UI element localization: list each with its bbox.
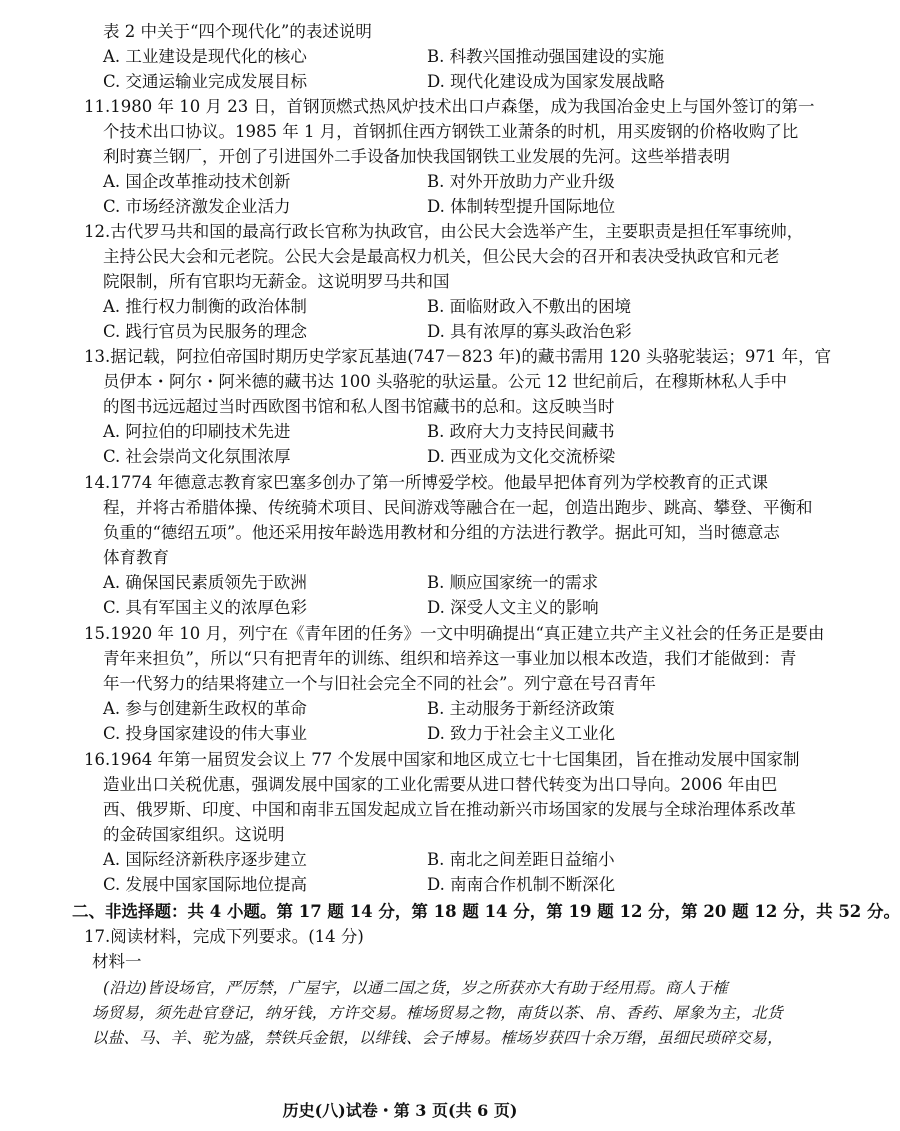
q10-stem-tail: 表 2 中关于“四个现代化”的表述说明: [103, 22, 372, 41]
q11-stem-line-1: 11.1980 年 10 月 23 日，首钢顶燃式热风炉技术出口卢森堡，成为我国冶金史上与国外签订的第一: [84, 97, 815, 116]
q14-option-b[interactable]: B. 顺应国家统一的需求: [427, 573, 599, 592]
q12-stem-line-3: 院限制，所有官职均无薪金。这说明罗马共和国: [103, 272, 450, 291]
q13-option-c[interactable]: C. 社会崇尚文化氛围浓厚: [103, 447, 291, 466]
q16-stem-line-3: 西、俄罗斯、印度、中国和南非五国发起成立旨在推动新兴市场国家的发展与全球治理体系改革: [103, 800, 796, 819]
q13-stem-line-2: 员伊本・阿尔・阿米德的藏书达 100 头骆驼的驮运量。公元 12 世纪前后，在穆斯林私人手中: [103, 372, 787, 391]
q11-stem-line-2: 个技术出口协议。1985 年 1 月，首钢抓住西方钢铁工业萧条的时机，用买废钢的价格收购了比: [103, 122, 799, 141]
q16-option-d[interactable]: D. 南南合作机制不断深化: [427, 875, 616, 894]
q12-stem-line-1: 12.古代罗马共和国的最高行政长官称为执政官，由公民大会选举产生，主要职责是担任军事统帅，: [84, 222, 804, 241]
q14-stem-line-1: 14.1774 年德意志教育家巴塞多创办了第一所博爱学校。他最早把体育列为学校教育的正式课: [84, 473, 768, 492]
q12-option-d[interactable]: D. 具有浓厚的寡头政治色彩: [427, 322, 632, 341]
q13-stem-line-1: 13.据记载，阿拉伯帝国时期历史学家瓦基迪(747－823 年)的藏书需用 120 头骆驼装运；971 年，官: [84, 347, 832, 366]
q13-option-b[interactable]: B. 政府大力支持民间藏书: [427, 422, 615, 441]
page-footer: 历史(八)试卷・第 3 页(共 6 页): [282, 1101, 518, 1120]
q15-stem-line-2: 青年来担负”，所以“只有把青年的训练、组织和培养这一事业加以根本改造，我们才能做到：青: [103, 649, 797, 668]
q14-stem-line-3: 负重的“德绍五项”。他还采用按年龄选用教材和分组的方法进行教学。据此可知，当时德意志: [103, 523, 780, 542]
q17-material-quote-line-2: 场贸易，须先赴官登记，纳牙钱，方许交易。榷场贸易之物，南货以茶、帛、香药、犀象为主，北货: [92, 1004, 783, 1022]
q16-option-c[interactable]: C. 发展中国家国际地位提高: [103, 875, 308, 894]
q15-option-a[interactable]: A. 参与创建新生政权的革命: [103, 699, 307, 718]
q12-option-c[interactable]: C. 践行官员为民服务的理念: [103, 322, 308, 341]
q13-stem-line-3: 的图书远远超过当时西欧图书馆和私人图书馆藏书的总和。这反映当时: [103, 397, 615, 416]
q11-option-a[interactable]: A. 国企改革推动技术创新: [103, 172, 291, 191]
q12-stem-line-2: 主持公民大会和元老院。公民大会是最高权力机关，但公民大会的召开和表决受执政官和元老: [103, 247, 780, 266]
q16-option-b[interactable]: B. 南北之间差距日益缩小: [427, 850, 615, 869]
q16-stem-line-1: 16.1964 年第一届贸发会议上 77 个发展中国家和地区成立七十七国集团，旨在推动发展中国家制: [84, 750, 800, 769]
q15-stem-line-1: 15.1920 年 10 月，列宁在《青年团的任务》一文中明确提出“真正建立共产主义社会的任务正是要由: [84, 624, 825, 643]
q16-option-a[interactable]: A. 国际经济新秩序逐步建立: [103, 850, 307, 869]
section-heading-nonmultiple-choice: 二、非选择题：共 4 小题。第 17 题 14 分，第 18 题 14 分，第 19 题 12 分，第 20 题 12 分，共 52 分。: [72, 902, 900, 921]
q13-option-a[interactable]: A. 阿拉伯的印刷技术先进: [103, 422, 291, 441]
q14-option-a[interactable]: A. 确保国民素质领先于欧洲: [103, 573, 307, 592]
q11-option-d[interactable]: D. 体制转型提升国际地位: [427, 197, 616, 216]
q15-option-c[interactable]: C. 投身国家建设的伟大事业: [103, 724, 308, 743]
q10-option-d[interactable]: D. 现代化建设成为国家发展战略: [427, 72, 665, 91]
q17-material-quote-line-3: 以盐、马、羊、驼为盛，禁铁兵金银，以绯钱、会子博易。榷场岁获四十余万缗，虽细民琐碎交易，: [92, 1029, 783, 1047]
q10-option-c[interactable]: C. 交通运输业完成发展目标: [103, 72, 308, 91]
q14-stem-line-4: 体育教育: [103, 548, 169, 567]
q14-option-d[interactable]: D. 深受人文主义的影响: [427, 598, 599, 617]
q15-stem-line-3: 年一代努力的结果将建立一个与旧社会完全不同的社会”。列宁意在号召青年: [103, 674, 656, 693]
q17-material-label: 材料一: [92, 952, 142, 971]
q12-option-a[interactable]: A. 推行权力制衡的政治体制: [103, 297, 307, 316]
q14-stem-line-2: 程，并将古希腊体操、传统骑术项目、民间游戏等融合在一起，创造出跑步、跳高、攀登、平衡和: [103, 498, 813, 517]
q10-option-b[interactable]: B. 科教兴国推动强国建设的实施: [427, 47, 665, 66]
q16-stem-line-2: 造业出口关税优惠，强调发展中国家的工业化需要从进口替代转变为出口导向。2006 年由巴: [103, 775, 778, 794]
q11-stem-line-3: 利时赛兰钢厂，开创了引进国外二手设备加快我国钢铁工业发展的先河。这些举措表明: [103, 147, 730, 166]
q11-option-b[interactable]: B. 对外开放助力产业升级: [427, 172, 615, 191]
q15-option-b[interactable]: B. 主动服务于新经济政策: [427, 699, 615, 718]
q10-option-a[interactable]: A. 工业建设是现代化的核心: [103, 47, 307, 66]
q11-option-c[interactable]: C. 市场经济激发企业活力: [103, 197, 291, 216]
q13-option-d[interactable]: D. 西亚成为文化交流桥梁: [427, 447, 616, 466]
q17-material-quote-line-1: (沿边)皆设场官，严厉禁，广屋宇，以通二国之货，岁之所获亦大有助于经用焉。商人于榷: [103, 979, 728, 997]
q12-option-b[interactable]: B. 面临财政入不敷出的困境: [427, 297, 632, 316]
q14-option-c[interactable]: C. 具有军国主义的浓厚色彩: [103, 598, 308, 617]
q15-option-d[interactable]: D. 致力于社会主义工业化: [427, 724, 616, 743]
q16-stem-line-4: 的金砖国家组织。这说明: [103, 825, 285, 844]
q17-stem: 17.阅读材料，完成下列要求。(14 分): [84, 927, 364, 946]
